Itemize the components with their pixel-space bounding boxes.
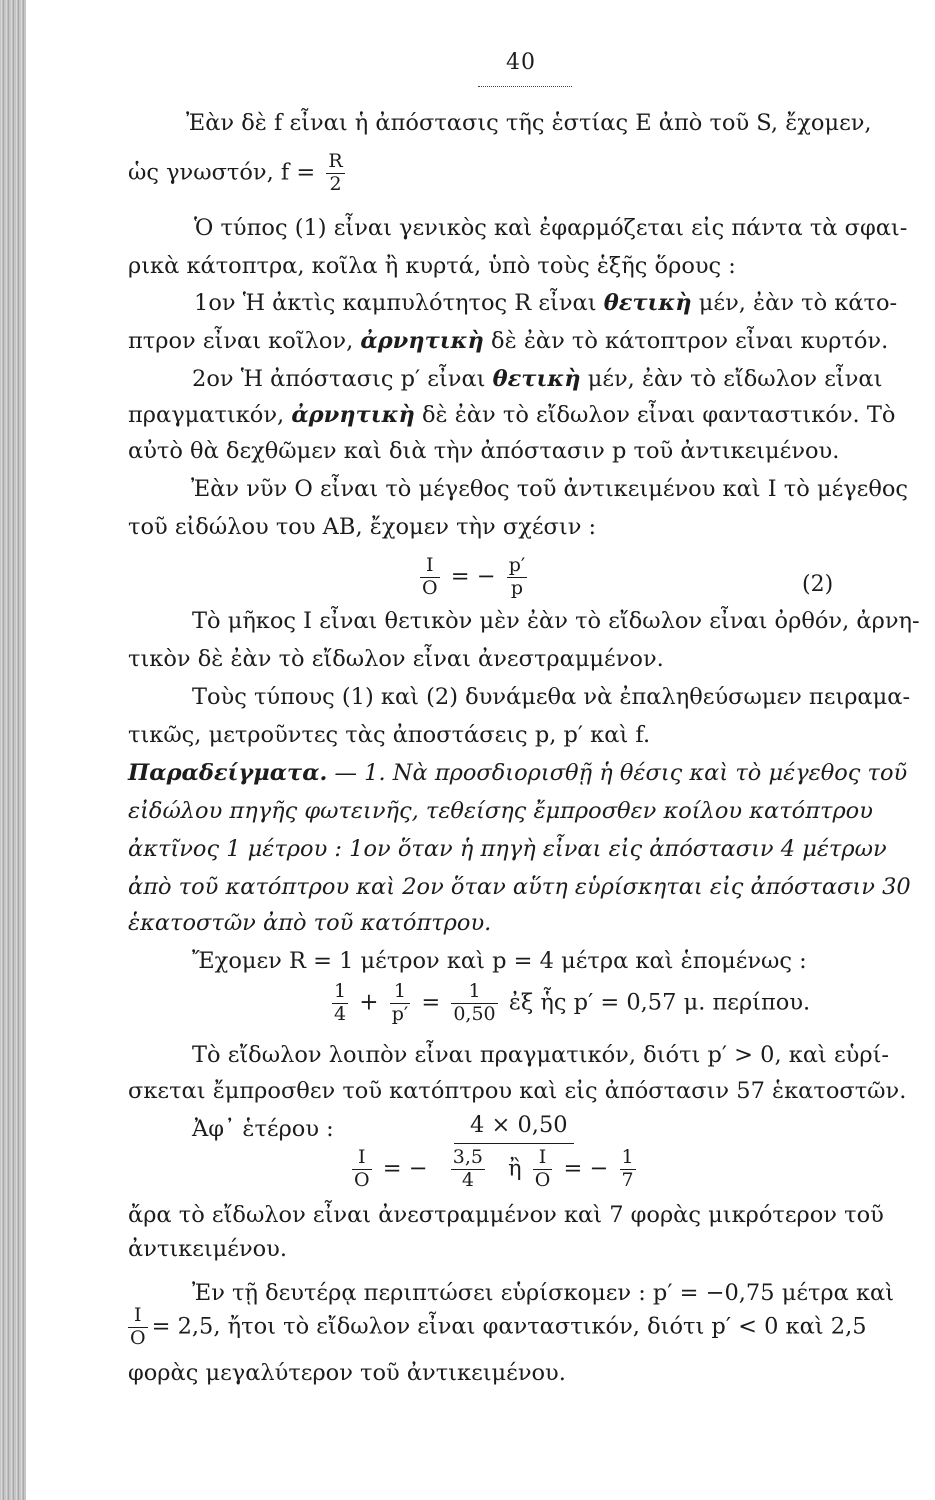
text-line-7 [192,368,882,391]
text-span: ἑκατοστῶν ἀπὸ τοῦ κατόπτρου. [128,910,492,936]
fraction-3-5-over-4 [451,1148,485,1191]
text-span: πτρον εἶναι κοῖλον, [128,328,361,354]
equation-operator: = − [450,563,496,590]
text-line-10: Ἐὰν νῦν Ο εἶναι τὸ μέγεθος τοῦ ἀντικειμένου καὶ Ι τὸ μέγεθος [191,476,909,502]
fraction-denominator: 4 [451,1169,485,1191]
fraction-I-over-O [420,556,440,599]
fraction-numerator: 3,5 [452,1146,483,1168]
text-span: μέν, ἐὰν τὸ εἴδωλον εἶναι [580,366,883,392]
fraction-1-over-7 [620,1148,636,1191]
emphasis-negative: ἀρνητικὴ [360,328,484,354]
text-line-15: τικῶς, μετροῦντες τὰς ἀποστάσεις p, p′ καὶ f. [128,722,651,748]
fraction-numerator: I [426,554,434,576]
fraction-numerator: I [358,1146,366,1168]
fraction-numerator: 1 [621,1146,634,1168]
text-span: 1ον Ἡ ἀκτὶς καμπυλότητος R εἶναι [194,290,604,316]
text-line-12: Τὸ μῆκος Ι εἶναι θετικὸν μὲν ἐὰν τὸ εἴδωλον εἶναι ὀρθόν, ἀρνη- [192,608,920,634]
page-number-rule [478,86,572,87]
text-line-8 [128,404,895,427]
text-span: μέν, ἐὰν τὸ κάτο- [691,290,898,316]
book-spine-shadow [0,0,26,1500]
fraction-numerator: I [538,1146,547,1168]
text-line-24: Ἀφ᾽ ἑτέρου : [192,1116,334,1142]
text-line-19 [128,876,911,899]
equation-or: ἢ [508,1155,522,1182]
text-span: πραγματικόν, [128,402,292,428]
text-span: = 2,5, ἤτοι τὸ εἴδωλον εἶναι φανταστικόν, διότι p′ < 0 καὶ 2,5 [151,1313,867,1340]
fraction-denominator: 7 [621,1168,634,1191]
text-line-4: ρικὰ κάτοπτρα, κοῖλα ἢ κυρτά, ὑπὸ τοὺς ἑξῆς ὅρους : [128,253,736,279]
equation-4-compound-rule [454,1143,574,1144]
fraction-I-over-O [352,1148,372,1191]
text-line-23: σκεται ἔμπροσθεν τοῦ κατόπτρου καὶ εἰς ἀπόστασιν 57 ἑκατοστῶν. [128,1078,907,1104]
fraction-I-over-O [533,1148,553,1191]
text-span: ἀκτῖνος 1 μέτρου : 1ον ὅταν ἡ πηγὴ εἶναι εἰς ἀπόστασιν 4 μέτρων [128,836,887,862]
text-span: δὲ ἐὰν τὸ κάτοπτρον εἶναι κυρτόν. [483,328,889,354]
equation-operator: + [359,989,379,1016]
text-span: — 1. Νὰ προσδιορισθῇ ἡ θέσις καὶ τὸ μέγεθος τοῦ [327,760,908,786]
fraction-denominator: p′ [391,1002,409,1025]
fraction-numerator: 1 [393,980,406,1002]
fraction-I-over-O [128,1306,148,1349]
equation-operator: = − [563,1155,609,1182]
fraction-denominator: O [422,576,438,599]
text-line-20 [128,912,491,935]
text-line-2 [128,152,349,195]
equation-result-text: ἐξ ἧς p′ = 0,57 μ. περίπου. [508,989,811,1016]
fraction-1-over-0-50 [451,982,497,1025]
text-line-3: Ὁ τύπος (1) εἶναι γενικὸς καὶ ἐφαρμόζεται εἰς πάντα τὰ σφαι- [194,215,908,241]
equation-operator: = [421,989,441,1016]
fraction-denominator: 2 [326,173,344,195]
text-line-18 [128,838,887,861]
fraction-numerator: 1 [334,980,347,1002]
text-line-17 [128,800,873,823]
equation-4-top: 4 × 0,50 [470,1112,568,1138]
text-line-25: ἄρα τὸ εἴδωλον εἶναι ἀνεστραμμένον καὶ 7 φορὰς μικρότερον τοῦ [128,1202,884,1228]
fraction-denominator: 0,50 [453,1002,496,1025]
text-span: δὲ ἐὰν τὸ εἴδωλον εἶναι φανταστικόν. Τὸ [414,402,896,428]
emphasis-positive: θετικὴ [603,290,692,316]
emphasis-positive: θετικὴ [492,366,581,392]
text-span: εἰδώλου πηγῆς φωτεινῆς, τεθείσης ἔμπροσθεν κοίλου κατόπτρου [128,798,873,824]
text-line-14: Τοὺς τύπους (1) καὶ (2) δυνάμεθα νὰ ἐπαληθεύσωμεν πειραμα- [192,684,911,710]
emphasis-negative: ἀρνητικὴ [291,402,415,428]
text-line-5 [194,292,897,315]
text-line-22: Τὸ εἴδωλον λοιπὸν εἶναι πραγματικόν, διότι p′ > 0, καὶ εὑρί- [192,1042,890,1068]
book-page [36,0,931,1500]
fraction-numerator: 1 [468,980,481,1002]
equation-2 [416,556,531,599]
fraction-numerator: p′ [508,554,526,576]
fraction-R-over-2 [326,152,344,195]
text-line-9: αὐτὸ θὰ δεχθῶμεν καὶ διὰ τὴν ἀπόστασιν p τοῦ ἀντικειμένου. [128,438,840,464]
text-line-21: Ἔχομεν R = 1 μέτρον καὶ p = 4 μέτρα καὶ ἑπομένως : [192,948,807,974]
text-line-6 [128,330,888,353]
fraction-p-prime-over-p [507,556,527,599]
fraction-numerator: R [328,150,343,172]
text-line-11: τοῦ εἰδώλου του ΑΒ, ἔχομεν τὴν σχέσιν : [128,514,597,540]
text-line-2-lead: ὡς γνωστόν, f = [128,159,316,186]
text-line-26: ἀντικειμένου. [128,1236,288,1262]
equation-4 [348,1148,640,1191]
fraction-denominator: O [130,1326,146,1349]
text-line-28 [128,1306,867,1349]
page-number: 40 [506,50,536,75]
text-line-29: φορὰς μεγαλύτερον τοῦ ἀντικειμένου. [128,1360,566,1386]
fraction-denominator: O [534,1168,551,1191]
fraction-denominator: O [354,1168,370,1191]
text-line-27: Ἐν τῇ δευτέρᾳ περιπτώσει εὑρίσκομεν : p′ = −0,75 μέτρα καὶ [192,1280,895,1306]
equation-operator: = − [382,1155,428,1182]
fraction-numerator: I [134,1304,142,1326]
text-line-1: Ἐὰν δὲ f εἶναι ἡ ἀπόστασις τῆς ἑστίας Ε ἀπὸ τοῦ S, ἔχομεν, [186,110,872,136]
examples-heading: Παραδείγματα. [128,760,328,786]
text-line-13: τικὸν δὲ ἐὰν τὸ εἴδωλον εἶναι ἀνεστραμμένον. [128,646,664,672]
text-line-16 [128,762,907,785]
fraction-denominator: 4 [334,1002,347,1025]
fraction-denominator: p [507,577,527,599]
equation-number-2: (2) [802,572,834,597]
fraction-1-over-4 [332,982,348,1025]
equation-3 [328,982,810,1025]
text-span: ἀπὸ τοῦ κατόπτρου καὶ 2ον ὅταν αὕτη εὑρίσκηται εἰς ἀπόστασιν 30 [128,874,911,900]
fraction-1-over-p-prime [390,982,410,1025]
text-span: 2ον Ἡ ἀπόστασις p′ εἶναι [192,366,493,392]
